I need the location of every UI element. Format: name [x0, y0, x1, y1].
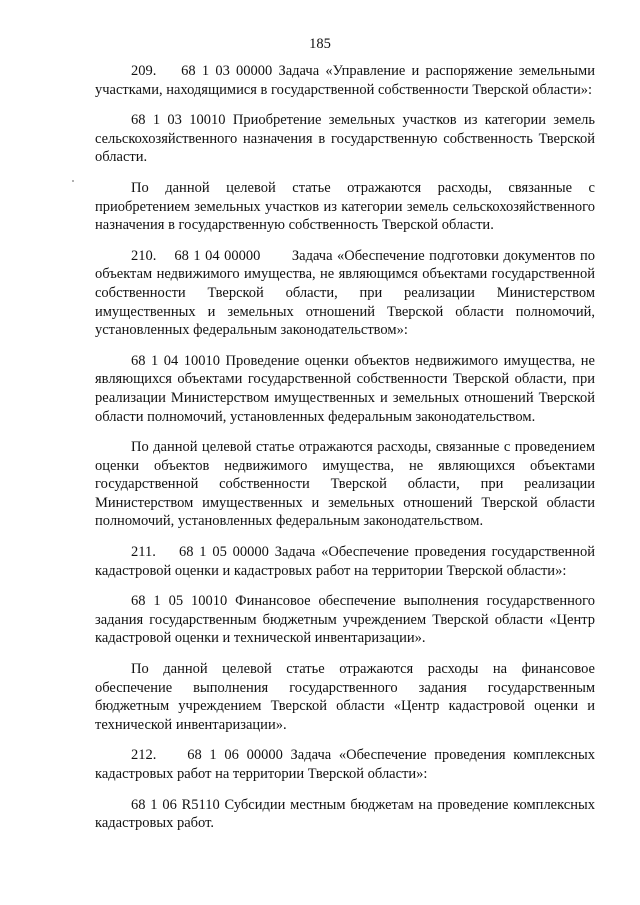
- paragraph-681041001-item: 68 1 04 10010 Проведение оценки объектов недвижимого имущества, не являющихся объектами государственной собственности Тверской области, при реализации Министерством имущественных и земельных отношений Тверской области полномочий, установленных федеральным законодательством.: [95, 352, 595, 425]
- paragraph-209-task: 209. 68 1 03 00000 Задача «Управление и распоряжение земельными участками, находящимися в государственной собственности Тверской области»:: [95, 63, 595, 98]
- paragraph-211-task: 211. 68 1 05 00000 Задача «Обеспечение проведения государственной кадастровой оценки и кадастровых работ на территории Тверской области»:: [95, 544, 595, 579]
- document-body: [95, 62, 595, 845]
- paragraph-212-task: 212. 68 1 06 00000 Задача «Обеспечение проведения комплексных кадастровых работ на территории Тверской области»:: [95, 747, 595, 782]
- paragraph-681031001-description: По данной целевой статье отражаются расходы, связанные с приобретением земельных участков из категории земель сельскохозяйственного назначения в государственную собственность Тверской области.: [95, 179, 595, 234]
- paragraph-681041001-description: По данной целевой статье отражаются расходы, связанные с проведением оценки объектов недвижимого имущества, не являющихся объектами государственной собственности Тверской области, при реализации Министерством имущественных и земельных отношений Тверской области полномочий, установленных федеральным законодательством.: [95, 439, 595, 530]
- paragraph-68106R511-item: 68 1 06 R5110 Субсидии местным бюджетам на проведение комплексных кадастровых работ.: [95, 796, 595, 832]
- paragraph-681051001-description: По данной целевой статье отражаются расходы на финансовое обеспечение выполнения государственного задания государственным бюджетным учреждением Тверской области «Центр кадастровой оценки и технической инвентаризации».: [95, 661, 595, 733]
- paragraph-681031001-item: 68 1 03 10010 Приобретение земельных участков из категории земель сельскохозяйственного назначения в государственную собственность Тверской области.: [95, 112, 595, 166]
- paragraph-681051001-item: 68 1 05 10010 Финансовое обеспечение выполнения государственного задания государственным бюджетным учреждением Тверской области «Центр кадастровой оценки и технической инвентаризации».: [95, 593, 595, 647]
- page-number: 185: [309, 36, 331, 52]
- scan-speck: [72, 180, 74, 182]
- paragraph-210-task: 210. 68 1 04 00000 Задача «Обеспечение подготовки документов по объектам недвижимого имущества, не являющимся объектами государственной собственности Тверской области, при реализации Министерством имущественных и земельных отношений Тверской области полномочий, установленных федеральным законодательством»:: [95, 247, 595, 339]
